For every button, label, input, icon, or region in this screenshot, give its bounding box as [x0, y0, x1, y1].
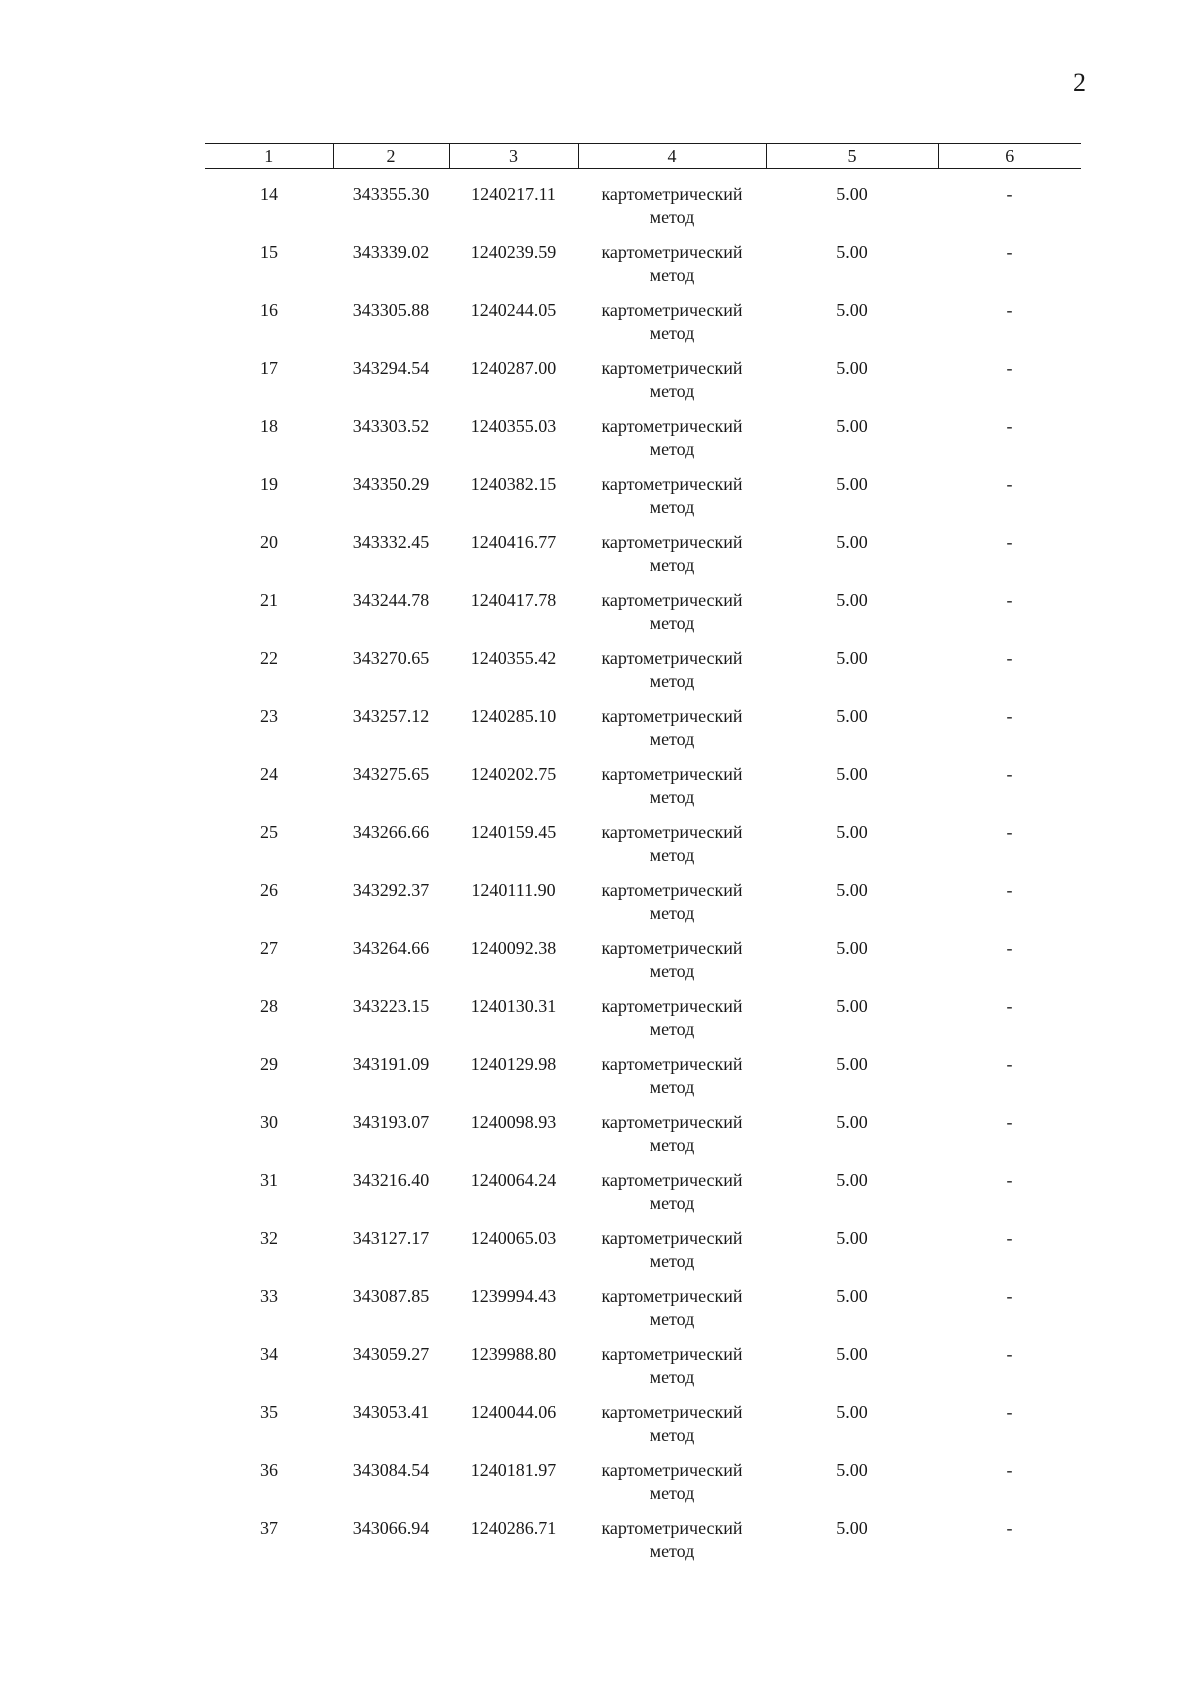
- note-cell: -: [1006, 416, 1013, 436]
- x-coordinate-cell: 343270.65: [352, 648, 430, 668]
- point-number-cell: 27: [260, 938, 278, 958]
- method-line-2: метод: [649, 729, 695, 749]
- method-line-1: картометрический: [601, 1344, 743, 1364]
- note-cell: -: [1006, 242, 1013, 262]
- column-header-5: 5: [766, 144, 938, 169]
- method-line-1: картометрический: [601, 880, 743, 900]
- note-cell: -: [1006, 474, 1013, 494]
- method-line-1: картометрический: [601, 1286, 743, 1306]
- table-row: [205, 473, 1081, 531]
- method-line-1: картометрический: [601, 1228, 743, 1248]
- method-line-1: картометрический: [601, 1402, 743, 1422]
- accuracy-cell: 5.00: [836, 358, 868, 378]
- point-number-cell: 33: [260, 1286, 278, 1306]
- table-row: [205, 1517, 1081, 1575]
- method-cell: [578, 879, 766, 937]
- method-cell: [578, 1227, 766, 1285]
- accuracy-cell: 5.00: [836, 938, 868, 958]
- accuracy-cell: 5.00: [836, 532, 868, 552]
- x-coordinate-cell: 343084.54: [352, 1460, 430, 1480]
- x-coordinate-cell: 343244.78: [352, 590, 430, 610]
- method-line-1: картометрический: [601, 706, 743, 726]
- method-line-1: картометрический: [601, 474, 743, 494]
- y-coordinate-cell: 1240287.00: [470, 358, 557, 378]
- accuracy-cell: 5.00: [836, 416, 868, 436]
- method-cell: [578, 995, 766, 1053]
- table-body: [205, 169, 1081, 1576]
- x-coordinate-cell: 343191.09: [352, 1054, 430, 1074]
- point-number-cell: 18: [260, 416, 278, 436]
- point-number-cell: 24: [260, 764, 278, 784]
- point-number-cell: 34: [260, 1344, 278, 1364]
- x-coordinate-cell: 343294.54: [352, 358, 430, 378]
- method-line-1: картометрический: [601, 184, 743, 204]
- table-row: [205, 531, 1081, 589]
- table-row: [205, 183, 1081, 241]
- y-coordinate-cell: 1240355.03: [470, 416, 557, 436]
- y-coordinate-cell: 1240181.97: [470, 1460, 557, 1480]
- method-line-2: метод: [649, 1483, 695, 1503]
- y-coordinate-cell: 1240065.03: [470, 1228, 557, 1248]
- x-coordinate-cell: 343216.40: [352, 1170, 430, 1190]
- accuracy-cell: 5.00: [836, 242, 868, 262]
- method-line-1: картометрический: [601, 1460, 743, 1480]
- y-coordinate-cell: 1240239.59: [470, 242, 557, 262]
- x-coordinate-cell: 343355.30: [352, 184, 430, 204]
- x-coordinate-cell: 343087.85: [352, 1286, 430, 1306]
- x-coordinate-cell: 343275.65: [352, 764, 430, 784]
- y-coordinate-cell: 1240416.77: [470, 532, 557, 552]
- method-line-1: картометрический: [601, 938, 743, 958]
- table-row: [205, 647, 1081, 705]
- accuracy-cell: 5.00: [836, 590, 868, 610]
- method-cell: [578, 1111, 766, 1169]
- x-coordinate-cell: 343332.45: [352, 532, 430, 552]
- x-coordinate-cell: 343127.17: [352, 1228, 430, 1248]
- note-cell: -: [1006, 532, 1013, 552]
- note-cell: -: [1006, 1402, 1013, 1422]
- note-cell: -: [1006, 938, 1013, 958]
- method-cell: [578, 1053, 766, 1111]
- method-line-1: картометрический: [601, 822, 743, 842]
- x-coordinate-cell: 343223.15: [352, 996, 430, 1016]
- method-line-1: картометрический: [601, 416, 743, 436]
- method-line-2: метод: [649, 555, 695, 575]
- method-cell: [578, 415, 766, 473]
- method-line-2: метод: [649, 265, 695, 285]
- table-row: [205, 763, 1081, 821]
- point-number-cell: 17: [260, 358, 278, 378]
- method-cell: [578, 357, 766, 415]
- y-coordinate-cell: 1240111.90: [471, 880, 556, 900]
- page-number: 2: [1073, 68, 1086, 97]
- method-line-2: метод: [649, 671, 695, 691]
- table-row: [205, 1459, 1081, 1517]
- y-coordinate-cell: 1239988.80: [470, 1344, 557, 1364]
- table-row: [205, 1169, 1081, 1227]
- y-coordinate-cell: 1240044.06: [470, 1402, 557, 1422]
- point-number-cell: 20: [260, 532, 278, 552]
- note-cell: -: [1006, 1344, 1013, 1364]
- method-line-2: метод: [649, 1019, 695, 1039]
- method-line-1: картометрический: [601, 1518, 743, 1538]
- note-cell: -: [1006, 1228, 1013, 1248]
- point-number-cell: 19: [260, 474, 278, 494]
- method-line-1: картометрический: [601, 1054, 743, 1074]
- x-coordinate-cell: 343350.29: [352, 474, 430, 494]
- y-coordinate-cell: 1240217.11: [471, 184, 556, 204]
- note-cell: -: [1006, 706, 1013, 726]
- method-line-2: метод: [649, 1425, 695, 1445]
- table-row: [205, 995, 1081, 1053]
- method-line-1: картометрический: [601, 242, 743, 262]
- y-coordinate-cell: 1240244.05: [470, 300, 557, 320]
- y-coordinate-cell: 1240098.93: [470, 1112, 557, 1132]
- method-cell: [578, 647, 766, 705]
- accuracy-cell: 5.00: [836, 1518, 868, 1538]
- point-number-cell: 23: [260, 706, 278, 726]
- accuracy-cell: 5.00: [836, 1460, 868, 1480]
- point-number-cell: 32: [260, 1228, 278, 1248]
- column-header-6: 6: [938, 144, 1081, 169]
- method-line-1: картометрический: [601, 764, 743, 784]
- method-cell: [578, 1401, 766, 1459]
- table-row: [205, 821, 1081, 879]
- x-coordinate-cell: 343264.66: [352, 938, 430, 958]
- note-cell: -: [1006, 1112, 1013, 1132]
- accuracy-cell: 5.00: [836, 1170, 868, 1190]
- table-header-row: [205, 144, 1081, 169]
- table-row: [205, 705, 1081, 763]
- x-coordinate-cell: 343053.41: [352, 1402, 430, 1422]
- y-coordinate-cell: 1240417.78: [470, 590, 557, 610]
- method-line-1: картометрический: [601, 996, 743, 1016]
- coordinates-table: [205, 143, 1081, 1575]
- method-cell: [578, 1169, 766, 1227]
- method-cell: [578, 183, 766, 241]
- column-header-1: 1: [205, 144, 333, 169]
- y-coordinate-cell: 1240355.42: [470, 648, 557, 668]
- table-row: [205, 1285, 1081, 1343]
- point-number-cell: 21: [260, 590, 278, 610]
- method-line-2: метод: [649, 381, 695, 401]
- method-line-1: картометрический: [601, 648, 743, 668]
- method-line-2: метод: [649, 787, 695, 807]
- column-header-2: 2: [333, 144, 449, 169]
- point-number-cell: 16: [260, 300, 278, 320]
- accuracy-cell: 5.00: [836, 648, 868, 668]
- accuracy-cell: 5.00: [836, 300, 868, 320]
- method-line-2: метод: [649, 961, 695, 981]
- method-line-2: метод: [649, 903, 695, 923]
- accuracy-cell: 5.00: [836, 1344, 868, 1364]
- method-line-2: метод: [649, 1251, 695, 1271]
- y-coordinate-cell: 1240129.98: [470, 1054, 557, 1074]
- accuracy-cell: 5.00: [836, 822, 868, 842]
- method-line-2: метод: [649, 845, 695, 865]
- method-line-1: картометрический: [601, 532, 743, 552]
- note-cell: -: [1006, 358, 1013, 378]
- accuracy-cell: 5.00: [836, 474, 868, 494]
- method-line-2: метод: [649, 1077, 695, 1097]
- method-cell: [578, 937, 766, 995]
- table-row: [205, 1227, 1081, 1285]
- accuracy-cell: 5.00: [836, 1228, 868, 1248]
- method-cell: [578, 763, 766, 821]
- method-cell: [578, 1459, 766, 1517]
- y-coordinate-cell: 1240286.71: [470, 1518, 557, 1538]
- table-row: [205, 1111, 1081, 1169]
- note-cell: -: [1006, 1054, 1013, 1074]
- point-number-cell: 29: [260, 1054, 278, 1074]
- x-coordinate-cell: 343059.27: [352, 1344, 430, 1364]
- point-number-cell: 14: [260, 184, 278, 204]
- table-row: [205, 1053, 1081, 1111]
- note-cell: -: [1006, 300, 1013, 320]
- accuracy-cell: 5.00: [836, 764, 868, 784]
- point-number-cell: 36: [260, 1460, 278, 1480]
- y-coordinate-cell: 1240382.15: [470, 474, 557, 494]
- method-cell: [578, 299, 766, 357]
- note-cell: -: [1006, 1286, 1013, 1306]
- x-coordinate-cell: 343257.12: [352, 706, 430, 726]
- y-coordinate-cell: 1240202.75: [470, 764, 557, 784]
- accuracy-cell: 5.00: [836, 184, 868, 204]
- x-coordinate-cell: 343303.52: [352, 416, 430, 436]
- method-line-2: метод: [649, 1541, 695, 1561]
- x-coordinate-cell: 343292.37: [352, 880, 430, 900]
- y-coordinate-cell: 1240130.31: [470, 996, 557, 1016]
- method-line-1: картометрический: [601, 1170, 743, 1190]
- method-line-2: метод: [649, 439, 695, 459]
- point-number-cell: 37: [260, 1518, 278, 1538]
- accuracy-cell: 5.00: [836, 706, 868, 726]
- accuracy-cell: 5.00: [836, 1112, 868, 1132]
- method-line-2: метод: [649, 1193, 695, 1213]
- table-row: [205, 589, 1081, 647]
- method-line-2: метод: [649, 207, 695, 227]
- method-cell: [578, 1343, 766, 1401]
- note-cell: -: [1006, 880, 1013, 900]
- method-line-2: метод: [649, 1367, 695, 1387]
- method-cell: [578, 1285, 766, 1343]
- table-row: [205, 1343, 1081, 1401]
- method-cell: [578, 473, 766, 531]
- method-line-1: картометрический: [601, 300, 743, 320]
- method-cell: [578, 821, 766, 879]
- x-coordinate-cell: 343193.07: [352, 1112, 430, 1132]
- column-header-4: 4: [578, 144, 766, 169]
- method-line-2: метод: [649, 1135, 695, 1155]
- table-row: [205, 241, 1081, 299]
- y-coordinate-cell: 1240159.45: [470, 822, 557, 842]
- accuracy-cell: 5.00: [836, 1402, 868, 1422]
- method-cell: [578, 705, 766, 763]
- table-row: [205, 299, 1081, 357]
- header-spacer: [205, 169, 1081, 184]
- point-number-cell: 26: [260, 880, 278, 900]
- method-line-2: метод: [649, 323, 695, 343]
- note-cell: -: [1006, 1460, 1013, 1480]
- table-row: [205, 415, 1081, 473]
- column-header-3: 3: [449, 144, 578, 169]
- table-row: [205, 1401, 1081, 1459]
- point-number-cell: 22: [260, 648, 278, 668]
- point-number-cell: 25: [260, 822, 278, 842]
- accuracy-cell: 5.00: [836, 880, 868, 900]
- note-cell: -: [1006, 1170, 1013, 1190]
- method-line-1: картометрический: [601, 358, 743, 378]
- note-cell: -: [1006, 648, 1013, 668]
- accuracy-cell: 5.00: [836, 1054, 868, 1074]
- accuracy-cell: 5.00: [836, 1286, 868, 1306]
- y-coordinate-cell: 1240285.10: [470, 706, 557, 726]
- note-cell: -: [1006, 764, 1013, 784]
- x-coordinate-cell: 343305.88: [352, 300, 430, 320]
- y-coordinate-cell: 1239994.43: [470, 1286, 557, 1306]
- y-coordinate-cell: 1240064.24: [470, 1170, 557, 1190]
- x-coordinate-cell: 343066.94: [352, 1518, 430, 1538]
- method-cell: [578, 1517, 766, 1575]
- method-cell: [578, 589, 766, 647]
- method-line-2: метод: [649, 1309, 695, 1329]
- note-cell: -: [1006, 590, 1013, 610]
- method-line-1: картометрический: [601, 1112, 743, 1132]
- method-line-1: картометрический: [601, 590, 743, 610]
- method-line-2: метод: [649, 613, 695, 633]
- note-cell: -: [1006, 1518, 1013, 1538]
- table-row: [205, 937, 1081, 995]
- method-cell: [578, 531, 766, 589]
- table-row: [205, 357, 1081, 415]
- note-cell: -: [1006, 822, 1013, 842]
- note-cell: -: [1006, 996, 1013, 1016]
- x-coordinate-cell: 343339.02: [352, 242, 430, 262]
- method-cell: [578, 241, 766, 299]
- table-row: [205, 879, 1081, 937]
- method-line-2: метод: [649, 497, 695, 517]
- x-coordinate-cell: 343266.66: [352, 822, 430, 842]
- point-number-cell: 31: [260, 1170, 278, 1190]
- y-coordinate-cell: 1240092.38: [470, 938, 557, 958]
- accuracy-cell: 5.00: [836, 996, 868, 1016]
- point-number-cell: 30: [260, 1112, 278, 1132]
- point-number-cell: 35: [260, 1402, 278, 1422]
- note-cell: -: [1006, 184, 1013, 204]
- point-number-cell: 28: [260, 996, 278, 1016]
- point-number-cell: 15: [260, 242, 278, 262]
